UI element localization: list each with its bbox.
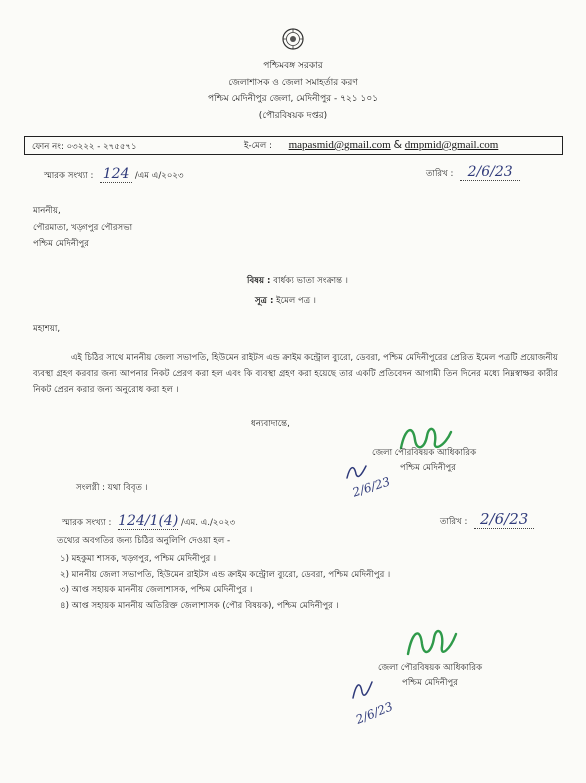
addressee-line-1: মাননীয়, (33, 206, 61, 216)
memo-2-date: 2/6/23 (474, 510, 534, 529)
memo-2-label: স্মারক সংখ্যা : (62, 518, 112, 528)
memo-number-row (44, 166, 184, 183)
initials-1-mark (344, 460, 370, 482)
list-item: ৩) আপ্ত সহায়ক মাননীয় জেলাশাসক, পশ্চিম মেদিনীপুর । (60, 585, 253, 595)
subject-text: বার্ধক্য ভাতা সংক্রান্ত । (273, 276, 348, 286)
addressee-block (33, 203, 132, 253)
state-emblem-icon (282, 28, 304, 50)
signature-2-title: জেলা পৌরবিষয়ক আধিকারিক (378, 663, 483, 673)
signature-1-date: 2/6/23 (350, 474, 392, 500)
reference-line (255, 294, 316, 308)
list-item: ৪) আপ্ত সহায়ক মাননীয় অতিরিক্ত জেলাশাসক (পৌর বিষয়ক), পশ্চিম মেদিনীপুর । (60, 600, 339, 611)
enclosure-line (76, 481, 148, 495)
header-line-1: পশ্চিমবঙ্গ সরকার (263, 61, 323, 71)
email-link-1[interactable]: mapasmid@gmail.com (288, 139, 391, 151)
memo-date: 2/6/23 (460, 164, 520, 181)
reference-label: সূত্র : (255, 296, 274, 306)
phone-number: ফোন নং: ০৩২২২ - ২৭৫৫৭১ (32, 142, 137, 152)
email-label: ই-মেল : (244, 141, 272, 151)
memo-2-date-row (440, 510, 534, 529)
email-link-2[interactable]: dmpmid@gmail.com (404, 139, 499, 151)
salutation: মহাশয়া, (33, 324, 61, 334)
initials-2-mark (350, 676, 376, 702)
memo-label: স্মারক সংখ্যা : (44, 171, 94, 181)
signature-1-title: জেলা পৌরবিষয়ক আধিকারিক (372, 448, 477, 458)
addressee-line-3: পশ্চিম মেদিনীপুর (33, 239, 89, 249)
addressee-line-2: পৌরমাতা, খড়্গপুর পৌরসভা (33, 222, 133, 233)
memo-number: 124 (100, 166, 132, 183)
memo-suffix: /এম এ/২০২৩ (134, 171, 184, 181)
memo-2-number-row (62, 513, 235, 530)
signature-2-block (378, 661, 482, 691)
signature-1-block (372, 446, 476, 476)
memo-2-date-label: তারিখ : (440, 517, 468, 527)
signature-2-mark (400, 618, 460, 664)
signature-2-date: 2/6/23 (353, 699, 395, 727)
memo-2-number: 124/1(4) (118, 513, 179, 529)
thanks: ধন্যবাদান্তে, (251, 419, 290, 429)
copy-list (60, 552, 390, 614)
memo-2-suffix: /এম. এ./২০২৩ (181, 518, 236, 528)
list-item: ২) মাননীয় জেলা সভাপতি, হিউমেন রাইটস এন্ড ক্রাইম কন্ট্রোল ব্যুরো, ডেবরা, পশ্চিম মেদিনীপুর । (60, 569, 391, 580)
header-line-2: জেলাশাসক ও জেলা সমাহর্তার করণ (228, 77, 358, 88)
header-line-4: (পৌরবিষয়ক দপ্তর) (258, 110, 328, 121)
signature-1-district: পশ্চিম মেদিনীপুর (400, 463, 456, 473)
copy-intro: তথ্যের অবগতির জন্য চিঠির অনুলিপি দেওয়া হল - (57, 536, 231, 546)
signature-2-district: পশ্চিম মেদিনীপুর (402, 678, 458, 688)
memo-date-row (426, 164, 520, 181)
subject-label: বিষয় : (247, 276, 271, 286)
date-label: তারিখ : (426, 169, 454, 179)
reference-text: ইমেল পত্র । (276, 296, 316, 306)
enclosure-label: সংলগ্নী : (76, 483, 106, 493)
subject-line (247, 274, 348, 288)
enclosure-text: যথা বিবৃত । (107, 483, 148, 493)
body-paragraph: এই চিঠির সাথে মাননীয় জেলা সভাপতি, হিউমেন রাইটস এন্ড ক্রাইম কন্ট্রোল ব্যুরো, ডেবরা, পশ্চিম মেদিনীপুরের প্রেরিত ইমেল পত্রটি প্রয়োজনীয় ব্যবস্থা গ্রহণ করবার জন্য আপনার নিকট প্রেরণ করা হল এবং কি ব্যবস্থা গ্রহণ করা হয়েছে তার একটি প্রতিবেদন আগামী তিন দিনের মধ্যে নিম্নস্বাক্ষর কারীর নিকট প্রেরন করার জন্য অনুরোধ করা হল । (33, 353, 558, 395)
header-line-3: পশ্চিম মেদিনীপুর জেলা, মেদিনীপুর - ৭২১ ১০১ (207, 94, 379, 104)
email-ampersand: & (393, 138, 403, 151)
list-item: ১) মহকুমা শাসক, খড়্গপুর, পশ্চিম মেদিনীপুর । (60, 554, 217, 564)
office-header (0, 58, 586, 124)
email-block (244, 138, 498, 153)
